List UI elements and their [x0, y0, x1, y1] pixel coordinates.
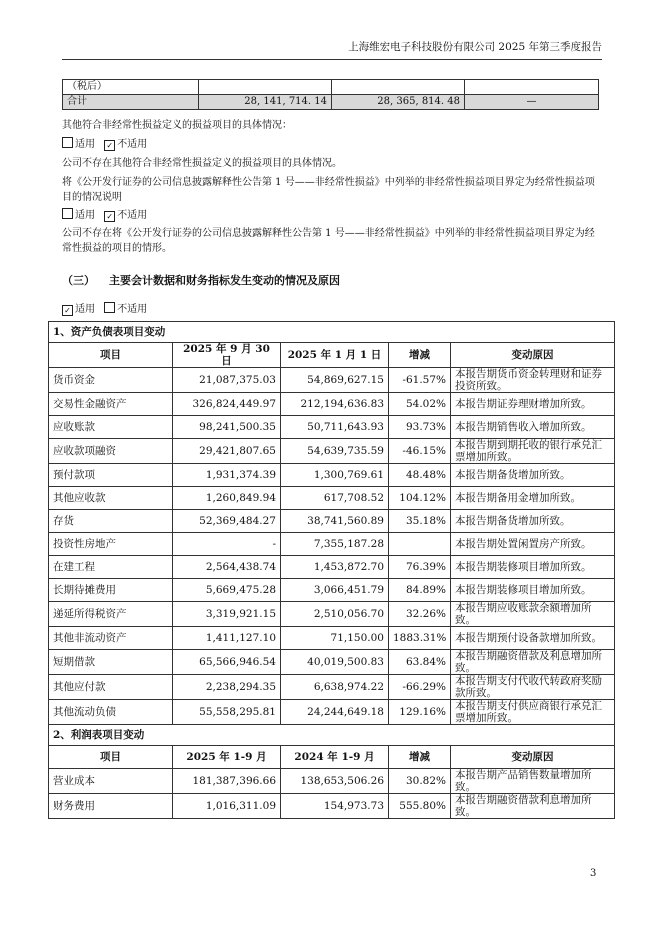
paragraph-reclassification: 将《公开发行证券的公司信息披露解释性公告第 1 号——非经常性损益》中列举的非经常性损益项目界定为经常性损益项目的情况说明	[62, 177, 595, 203]
change-reason: 本报告期支付代收代转政府奖励款所致。	[451, 675, 615, 700]
non-recurring-table	[62, 79, 599, 110]
item-name: 预付款项	[49, 464, 173, 487]
current-value: 2,238,294.35	[173, 675, 281, 700]
paragraph-no-reclassification: 公司不存在将《公开发行证券的公司信息披露解释性公告第 1 号——非经常性损益》中列举的非经常性损益项目界定为经常性损益的项目的情形。	[62, 228, 595, 254]
item-name: 交易性金融资产	[49, 393, 173, 416]
table-row	[49, 510, 615, 533]
item-name: 其他非流动资产	[49, 627, 173, 650]
table-row	[49, 487, 615, 510]
table-row	[49, 700, 615, 725]
column-header: 2025 年 1 月 1 日	[281, 343, 389, 368]
table-row	[63, 80, 599, 95]
checkbox-line-1: 适用 ✓ 不适用	[62, 137, 602, 152]
table-row	[49, 650, 615, 675]
table-row	[49, 439, 615, 464]
prior-value: 71,150.00	[281, 627, 389, 650]
prior-value: 38,741,560.89	[281, 510, 389, 533]
column-header: 增减	[389, 746, 451, 769]
total-prior: 28, 365, 814. 48	[332, 95, 465, 110]
paragraph-no-other-items: 公司不存在其他符合非经常性损益定义的损益项目的具体情况。	[62, 158, 342, 169]
prior-value: 6,638,974.22	[281, 675, 389, 700]
section-label: 2、利润表项目变动	[49, 725, 615, 746]
change-reason: 本报告期销售收入增加所致。	[451, 416, 615, 439]
current-value: 181,387,396.66	[173, 769, 281, 794]
prior-value: 1,453,872.70	[281, 556, 389, 579]
total-row	[63, 95, 599, 110]
change-percent: -61.57%	[389, 368, 451, 393]
change-reason: 本报告期备用金增加所致。	[451, 487, 615, 510]
current-value: 65,566,946.54	[173, 650, 281, 675]
prior-value: 617,708.52	[281, 487, 389, 510]
prior-value: 7,355,187.28	[281, 533, 389, 556]
checkbox-line-3: ✓ 适用 不适用	[62, 302, 602, 317]
column-header: 变动原因	[451, 343, 615, 368]
change-reason: 本报告期货币资金转理财和证券投资所致。	[451, 368, 615, 393]
item-name: 其他应付款	[49, 675, 173, 700]
current-value: 29,421,807.65	[173, 439, 281, 464]
item-name: 其他应收款	[49, 487, 173, 510]
change-percent: 63.84%	[389, 650, 451, 675]
section-number: （三）	[62, 274, 95, 287]
prior-value: 3,066,451.79	[281, 579, 389, 602]
column-header: 2025 年 1-9 月	[173, 746, 281, 769]
item-name: 应收账款	[49, 416, 173, 439]
item-name: 营业成本	[49, 769, 173, 794]
table-row	[49, 675, 615, 700]
change-percent: 32.26%	[389, 602, 451, 627]
change-percent: 76.39%	[389, 556, 451, 579]
change-percent: 48.48%	[389, 464, 451, 487]
change-reason: 本报告期证券理财增加所致。	[451, 393, 615, 416]
item-name: 其他流动负债	[49, 700, 173, 725]
table-row	[49, 769, 615, 794]
item-name: 财务费用	[49, 794, 173, 819]
page-header: 上海维宏电子科技股份有限公司 2025 年第三季度报告	[62, 40, 602, 60]
change-reason: 本报告期预付设备款增加所致。	[451, 627, 615, 650]
column-header: 项目	[49, 343, 173, 368]
change-reason: 本报告期处置闲置房产所致。	[451, 533, 615, 556]
balance-sheet-section	[49, 322, 615, 343]
checkbox-checked-icon: ✓	[104, 211, 115, 222]
checkbox-checked-icon: ✓	[104, 140, 115, 151]
change-percent: 129.16%	[389, 700, 451, 725]
changes-table	[48, 321, 615, 819]
table-row	[49, 579, 615, 602]
current-value: 98,241,500.35	[173, 416, 281, 439]
change-reason: 本报告期融资借款及利息增加所致。	[451, 650, 615, 675]
current-value: 1,411,127.10	[173, 627, 281, 650]
total-label: 合计	[63, 95, 199, 110]
change-percent: 30.82%	[389, 769, 451, 794]
item-name: 存货	[49, 510, 173, 533]
change-percent: -46.15%	[389, 439, 451, 464]
header-row	[49, 746, 615, 769]
column-header: 2025 年 9 月 30 日	[173, 343, 281, 368]
income-statement-section	[49, 725, 615, 746]
item-name: 货币资金	[49, 368, 173, 393]
checkbox-line-2: 适用 ✓ 不适用	[62, 208, 602, 223]
table-row	[49, 602, 615, 627]
current-value: 5,669,475.28	[173, 579, 281, 602]
change-reason: 本报告期装修项目增加所致。	[451, 556, 615, 579]
change-reason: 本报告期到期托收的银行承兑汇票增加所致。	[451, 439, 615, 464]
item-name: 投资性房地产	[49, 533, 173, 556]
prior-value: 212,194,636.83	[281, 393, 389, 416]
prior-value: 50,711,643.93	[281, 416, 389, 439]
change-percent: -66.29%	[389, 675, 451, 700]
section-title: 主要会计数据和财务指标发生变动的情况及原因	[109, 274, 340, 287]
current-value: 326,824,449.97	[173, 393, 281, 416]
table-row	[49, 556, 615, 579]
column-header: 项目	[49, 746, 173, 769]
section-heading	[62, 272, 340, 288]
prior-value: 40,019,500.83	[281, 650, 389, 675]
change-reason: 本报告期产品销售数量增加所致。	[451, 769, 615, 794]
current-value: 55,558,295.81	[173, 700, 281, 725]
page-number: 3	[590, 868, 597, 879]
table-row	[49, 627, 615, 650]
change-percent: 555.80%	[389, 794, 451, 819]
change-percent: 84.89%	[389, 579, 451, 602]
item-name: 递延所得税资产	[49, 602, 173, 627]
section-label: 1、资产负债表项目变动	[49, 322, 615, 343]
checkbox-empty-icon	[104, 302, 115, 313]
current-value: 1,931,374.39	[173, 464, 281, 487]
change-reason: 本报告期融资借款利息增加所致。	[451, 794, 615, 819]
header-row	[49, 343, 615, 368]
column-header: 2024 年 1-9 月	[281, 746, 389, 769]
current-value: 1,016,311.09	[173, 794, 281, 819]
table-row	[49, 393, 615, 416]
change-percent: 1883.31%	[389, 627, 451, 650]
prior-value: 54,869,627.15	[281, 368, 389, 393]
checkbox-empty-icon	[62, 208, 73, 219]
checkbox-checked-icon: ✓	[62, 305, 73, 316]
prior-value: 2,510,056.70	[281, 602, 389, 627]
prior-value: 1,300,769.61	[281, 464, 389, 487]
prior-value: 24,244,649.18	[281, 700, 389, 725]
change-percent	[389, 533, 451, 556]
column-header: 增减	[389, 343, 451, 368]
table-row	[49, 416, 615, 439]
change-percent: 93.73%	[389, 416, 451, 439]
table-row	[49, 464, 615, 487]
item-name: 长期待摊费用	[49, 579, 173, 602]
total-current: 28, 141, 714. 14	[199, 95, 332, 110]
change-reason: 本报告期备货增加所致。	[451, 464, 615, 487]
item-name: 应收款项融资	[49, 439, 173, 464]
prior-value: 154,973.73	[281, 794, 389, 819]
change-reason: 本报告期备货增加所致。	[451, 510, 615, 533]
change-reason: 本报告期装修项目增加所致。	[451, 579, 615, 602]
table-row	[49, 368, 615, 393]
change-percent: 54.02%	[389, 393, 451, 416]
prior-value: 54,639,735.59	[281, 439, 389, 464]
prior-value: 138,653,506.26	[281, 769, 389, 794]
checkbox-empty-icon	[62, 137, 73, 148]
change-percent: 35.18%	[389, 510, 451, 533]
column-header: 变动原因	[451, 746, 615, 769]
current-value: 52,369,484.27	[173, 510, 281, 533]
current-value: 2,564,438.74	[173, 556, 281, 579]
change-percent: 104.12%	[389, 487, 451, 510]
item-name: 短期借款	[49, 650, 173, 675]
change-reason: 本报告期支付供应商银行承兑汇票增加所致。	[451, 700, 615, 725]
item-name: 在建工程	[49, 556, 173, 579]
current-value: 21,087,375.03	[173, 368, 281, 393]
current-value: -	[173, 533, 281, 556]
total-note: —	[465, 95, 599, 110]
change-reason: 本报告期应收账款余额增加所致。	[451, 602, 615, 627]
row-label: （税后）	[63, 80, 199, 95]
table-row	[49, 794, 615, 819]
current-value: 1,260,849.94	[173, 487, 281, 510]
table-row	[49, 533, 615, 556]
paragraph-other-items: 其他符合非经常性损益定义的损益项目的具体情况：	[62, 120, 292, 131]
current-value: 3,319,921.15	[173, 602, 281, 627]
